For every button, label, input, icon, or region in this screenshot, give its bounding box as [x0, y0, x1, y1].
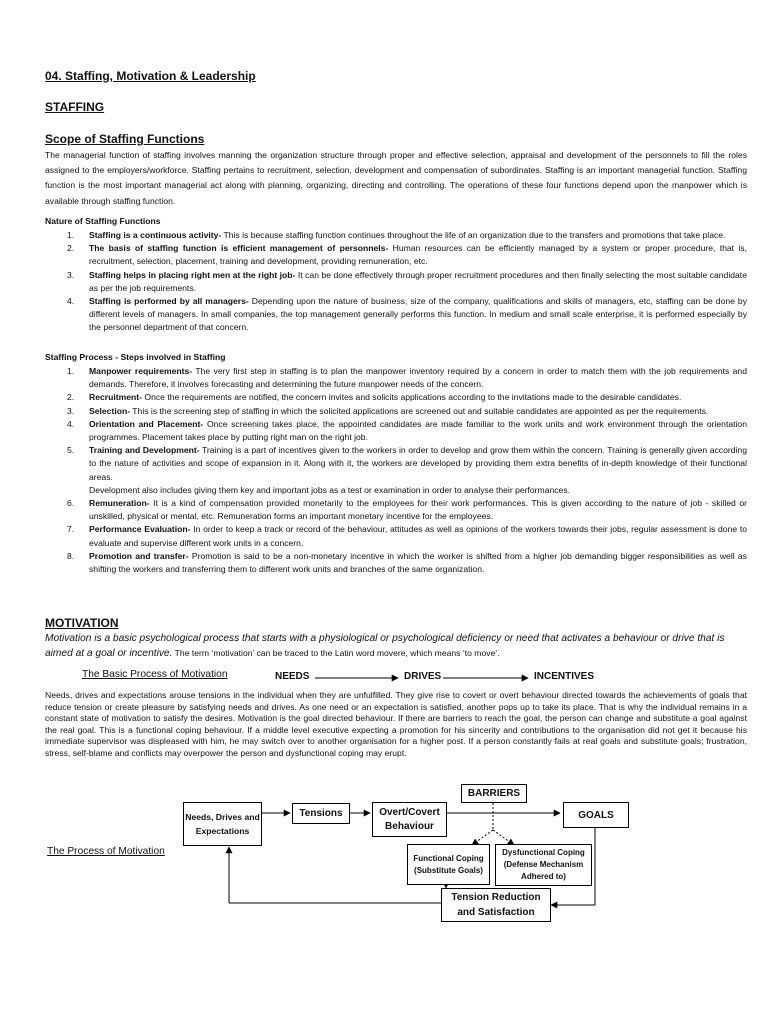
process-item-text: This is the screening step of staffing in which the solicited applications are screened out and suitable candidates are appointed as per the requirements.	[130, 405, 709, 416]
tensions-box: Tensions	[292, 803, 350, 824]
process-item-text: In order to keep a track or record of the behaviour, attitudes as well as opinions of the workers towards their jobs, regular assessment is done to evaluate and supervise different work units in a concern.	[89, 524, 747, 548]
nature-item-number: 3.	[67, 269, 75, 280]
barriers-box: BARRIERS	[461, 784, 527, 803]
process-item-title: Training and Development-	[89, 445, 200, 456]
functional-coping-box: Functional Coping (Substitute Goals)	[407, 844, 490, 885]
process-item-number: 1.	[67, 366, 75, 376]
nature-item-number: 1.	[67, 230, 75, 240]
process-item-number: 6.	[67, 498, 75, 509]
dysfunctional-coping-box: Dysfunctional Coping (Defense Mechanism Adhered to)	[495, 844, 592, 886]
arrow-barrier-functional	[472, 830, 493, 845]
flow-drives: DRIVES	[404, 671, 442, 682]
process-item-number: 3.	[67, 405, 75, 416]
nature-item-text: This is because staffing function continues throughout the life of an organization due to the transfers and promotions that take place.	[221, 230, 726, 240]
nature-heading: Nature of Staffing Functions	[45, 216, 161, 226]
nature-item-title: Staffing helps in placing right men at the right job-	[89, 269, 296, 280]
process-item-title: Remuneration-	[89, 498, 150, 509]
goals-box: GOALS	[563, 802, 629, 828]
process-item-text: It is a kind of compensation provided monetarily to the employees for their work performances. This is given according to the nature of job - skilled or unskilled, physical or mental, etc. Remuneration forms an important monetary incentive for the employees.	[89, 498, 747, 522]
process-item-number: 4.	[67, 418, 75, 429]
process-item-extra: Development also includes giving them key and important jobs as a test or examination in order to analyse their performances.	[89, 484, 571, 495]
process-item-text: Once screening takes place, the appointed candidates are made familiar to the work units and work environment through the orientation programmes. Placement takes place by putting right man on the right job.	[89, 418, 747, 443]
basic-process-label: The Basic Process of Motivation	[82, 669, 228, 680]
flow-incentives: INCENTIVES	[534, 671, 595, 682]
flow-needs: NEEDS	[275, 671, 310, 682]
process-item-text: Promotion is said to be a non-monetary incentive in which the worker is shifted from a higher job demanding bigger responsibilities as well as shifting the workers and transferring them to different work units and branches of the same organization.	[89, 550, 747, 575]
nature-item-title: The basis of staffing function is efficient management of personnels-	[89, 243, 389, 254]
scope-paragraph: The managerial function of staffing involves manning the organization structure through proper and effective selection, appraisal and development of the personnels to fill the roles assigned to the employers/workforce. Staffing pertains to recruitment, selection, development and compensation of subordinates. Staffing is an important managerial function. Staffing function is the most important managerial act along with planning, organizing, directing and controlling. The operations of these four functions depend upon the manpower which is available through staffing function.	[45, 150, 747, 206]
process-of-motivation-label: The Process of Motivation	[47, 846, 165, 857]
tension-reduction-box: Tension Reduction and Satisfaction	[441, 888, 551, 922]
nature-item-number: 4.	[67, 296, 75, 307]
arrow-barrier-dysfunctional	[493, 830, 514, 845]
nature-item-number: 2.	[67, 243, 75, 254]
motivation-heading: MOTIVATION	[45, 616, 119, 630]
nature-item-text: Human resources can be efficiently managed by a system or proper procedure, that is, recruitment, selection, placement, training and development, providing remuneration, etc.	[89, 243, 747, 267]
nature-item-title: Staffing is a continuous activity-	[89, 230, 222, 240]
staffing-heading: STAFFING	[45, 100, 105, 114]
process-item-number: 2.	[67, 392, 75, 403]
process-item-text: Once the requirements are notified, the concern invites and solicits applications according to the invitations made to the desirable candidates.	[142, 392, 682, 403]
overt-covert-behaviour-box: Overt/Covert Behaviour	[372, 802, 447, 837]
nature-item-text: Depending upon the nature of business, size of the company, qualifications and skills of managers, etc, staffing can be done by different levels of managers. In small companies, the top management generally performs this function. In medium and small scale enterprise, it is performed especially by the personnel department of that concern.	[89, 296, 747, 333]
nature-item-title: Staffing is performed by all managers-	[89, 296, 249, 307]
process-item-title: Performance Evaluation-	[89, 524, 191, 535]
process-item-number: 7.	[67, 524, 75, 535]
process-item-title: Recruitment-	[89, 392, 143, 403]
motivation-etymology: The term ‘motivation’ can be traced to the Latin word movere, which means ‘to move’.	[172, 648, 500, 658]
process-item-text: The very first step in staffing is to plan the manpower inventory required by a concern in order to match them with the job requirements and demands. Therefore, it involves forecasting and determining the future manpower needs of the concern.	[89, 366, 747, 390]
scope-heading: Scope of Staffing Functions	[45, 132, 205, 146]
process-heading: Staffing Process - Steps involved in Staffing	[45, 352, 226, 362]
process-item-text: Training is a part of incentives given to the workers in order to develop and grow them within the concern. Training is generally given according to the nature of activities and scope of expansion in it. Along with it, the workers are developed by providing them extra benefits of in-depth knowledge of their functional areas.	[89, 445, 747, 482]
process-item-number: 5.	[67, 445, 75, 456]
process-item-title: Promotion and transfer-	[89, 550, 189, 561]
process-item-title: Orientation and Placement-	[89, 418, 204, 429]
process-item-number: 8.	[67, 550, 75, 561]
nature-item-text: It can be done effectively through proper recruitment procedures and then finally selecting the most suitable candidate as per the job requirements.	[89, 269, 747, 293]
motivation-definition: Motivation is a basic psychological process that starts with a physiological or psychological deficiency or need that activates a behaviour or drive that is aimed at a goal or incentive.	[45, 633, 725, 659]
motivation-body: Needs, drives and expectations arouse tensions in the individual when they are unfulfilled. They give rise to covert or overt behaviour directed towards the achievements of goals that reduce tension or create pleasure by satisfying needs and drives. As one need or an expectation is satisfied, another pops up to take its place. That is why the individual remains in a constant state of motivation to satisfy the desires. Motivation is the goal directed behaviour. If there are barriers to reach the goal, the person can change and substitute a goal against the real goal. This is a functional coping behaviour. If a middle level executive expecting a promotion for his sincerity and contributions to the organisation did not get it because his immediate supervisor was displeased with him, he may switch over to another organisation for a higher post. If a person constantly fails at real goals and substitute goals; frustration, stress, self-blame and conflicts may overpower the person and dysfunctional coping may erupt.	[45, 690, 747, 758]
process-item-title: Selection-	[89, 405, 131, 416]
document-title: 04. Staffing, Motivation & Leadership	[45, 69, 256, 83]
process-item-title: Manpower requirements-	[89, 366, 193, 376]
needs-drives-expectations-box: Needs, Drives and Expectations	[183, 802, 262, 846]
